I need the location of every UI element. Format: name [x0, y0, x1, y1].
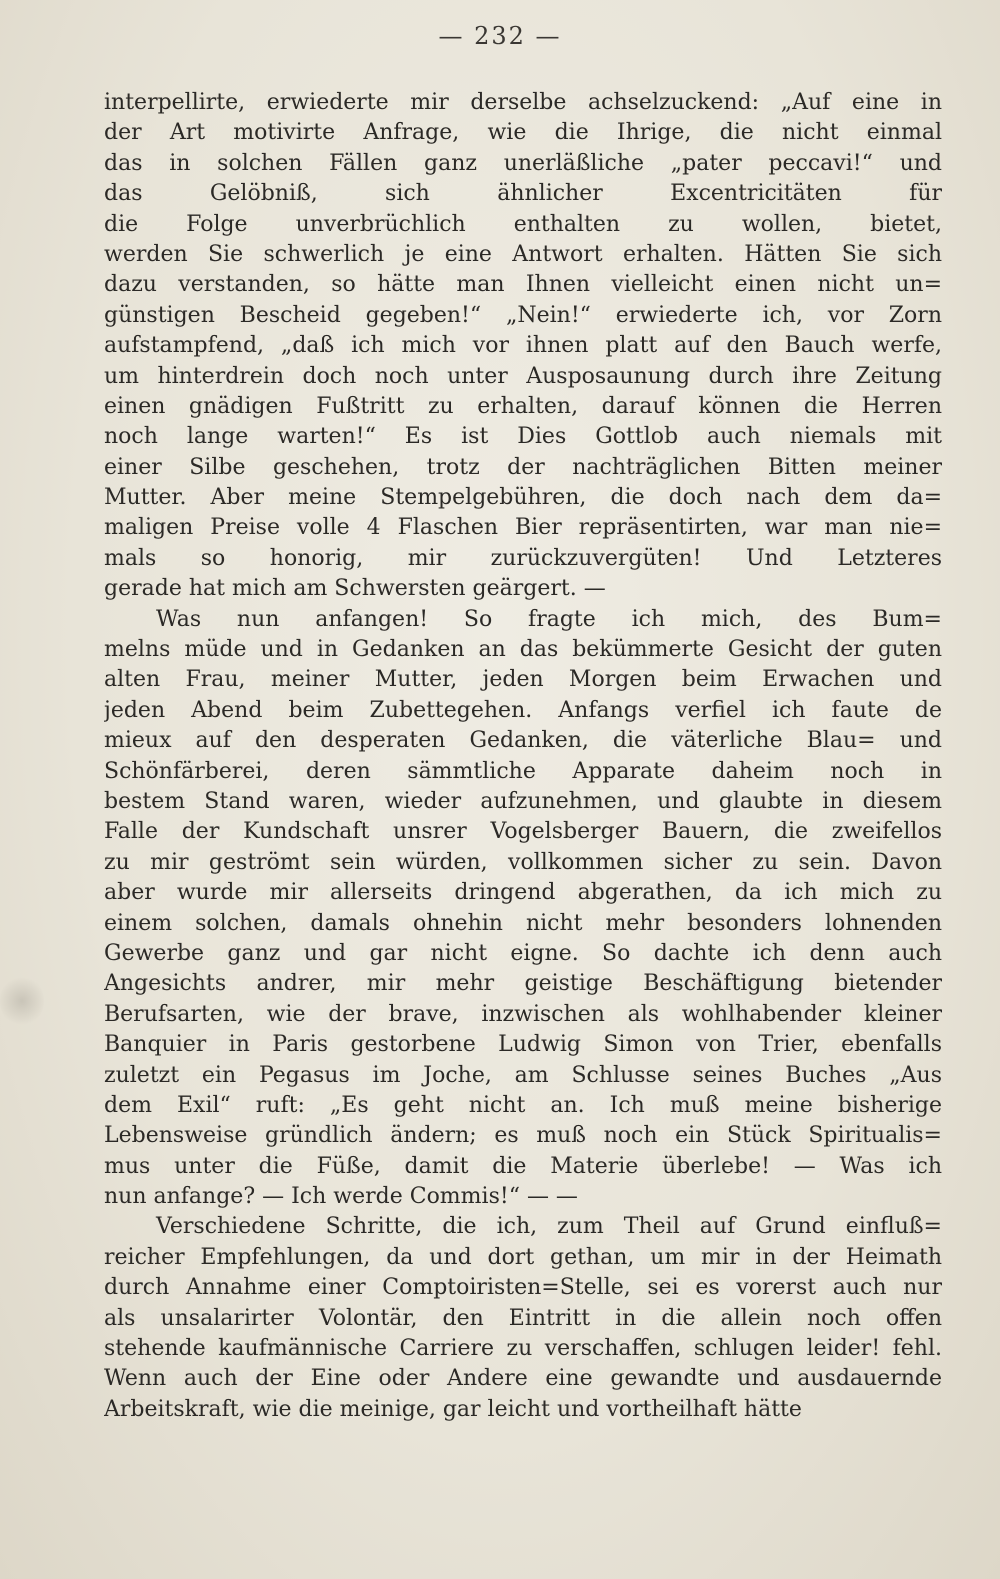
text-line: melns müde und in Gedanken an das bekümmerte Gesicht der guten [104, 637, 942, 663]
text-line: günstigen Bescheid gegeben!“ „Nein!“ erwiederte ich, vor Zorn [104, 302, 942, 328]
text-line: die Folge unverbrüchlich enthalten zu wollen, bietet, [104, 211, 942, 237]
text-line: mus unter die Füße, damit die Materie überlebe! — Was ich [104, 1153, 942, 1179]
text-line: alten Frau, meiner Mutter, jeden Morgen beim Erwachen und [104, 667, 942, 693]
text-line: maligen Preise volle 4 Flaschen Bier repräsentirten, war man nie= [104, 515, 942, 541]
text-line: Angesichts andrer, mir mehr geistige Beschäftigung bietender [104, 971, 942, 997]
text-line: Banquier in Paris gestorbene Ludwig Simon von Trier, ebenfalls [104, 1032, 942, 1058]
text-line: Berufsarten, wie der brave, inzwischen als wohlhabender kleiner [104, 1001, 942, 1027]
text-line: Schönfärberei, deren sämmtliche Apparate daheim noch in [104, 758, 942, 784]
text-line: Mutter. Aber meine Stempelgebühren, die doch nach dem da= [104, 485, 942, 511]
page-smudge [0, 975, 44, 1027]
text-line: mals so honorig, mir zurückzuvergüten! Und Letzteres [104, 545, 942, 571]
text-line: Wenn auch der Eine oder Andere eine gewandte und ausdauernde [104, 1366, 942, 1392]
text-line: noch lange warten!“ Es ist Dies Gottlob auch niemals mit [104, 424, 942, 450]
text-line: einer Silbe geschehen, trotz der nachträglichen Bitten meiner [104, 454, 942, 480]
text-line: Gewerbe ganz und gar nicht eigne. So dachte ich denn auch [104, 940, 942, 966]
text-line: Lebensweise gründlich ändern; es muß noch ein Stück Spiritualis= [104, 1123, 942, 1149]
text-line: das Gelöbniß, sich ähnlicher Excentricitäten für [104, 181, 942, 207]
text-line: einem solchen, damals ohnehin nicht mehr besonders lohnenden [104, 910, 942, 936]
text-line: aber wurde mir allerseits dringend abgerathen, da ich mich zu [104, 880, 942, 906]
text-line: Was nun anfangen! So fragte ich mich, des Bum= [156, 606, 942, 632]
text-line: zuletzt ein Pegasus im Joche, am Schlusse seines Buches „Aus [104, 1062, 942, 1088]
text-line: stehende kaufmännische Carriere zu verschaffen, schlugen leider! fehl. [104, 1336, 942, 1362]
text-line: werden Sie schwerlich je eine Antwort erhalten. Hätten Sie sich [104, 241, 942, 267]
page-number: — 232 — [438, 22, 562, 50]
text-line: bestem Stand waren, wieder aufzunehmen, und glaubte in diesem [104, 788, 942, 814]
text-line: der Art motivirte Anfrage, wie die Ihrige, die nicht einmal [104, 120, 942, 146]
text-line: das in solchen Fällen ganz unerläßliche „pater peccavi!“ und [104, 150, 942, 176]
text-line: gerade hat mich am Schwersten geärgert. — [104, 576, 606, 602]
text-line: Arbeitskraft, wie die meinige, gar leicht und vortheilhaft hätte [104, 1396, 802, 1422]
text-line: jeden Abend beim Zubettegehen. Anfangs verfiel ich faute de [104, 697, 942, 723]
text-line: aufstampfend, „daß ich mich vor ihnen platt auf den Bauch werfe, [104, 333, 942, 359]
text-line: dazu verstanden, so hätte man Ihnen vielleicht einen nicht un= [104, 272, 942, 298]
text-line: zu mir geströmt sein würden, vollkommen sicher zu sein. Davon [104, 849, 942, 875]
text-line: dem Exil“ ruft: „Es geht nicht an. Ich muß meine bisherige [104, 1092, 942, 1118]
text-line: durch Annahme einer Comptoiristen=Stelle, sei es vorerst auch nur [104, 1275, 942, 1301]
text-line: nun anfange? — Ich werde Commis!“ — — [104, 1184, 578, 1210]
text-line: mieux auf den desperaten Gedanken, die väterliche Blau= und [104, 728, 942, 754]
text-line: Verschiedene Schritte, die ich, zum Theil auf Grund einfluß= [156, 1214, 942, 1240]
text-line: reicher Empfehlungen, da und dort gethan, um mir in der Heimath [104, 1244, 942, 1270]
text-line: um hinterdrein doch noch unter Ausposaunung durch ihre Zeitung [104, 363, 942, 389]
text-line: interpellirte, erwiederte mir derselbe achselzuckend: „Auf eine in [104, 90, 942, 115]
text-line: Falle der Kundschaft unsrer Vogelsberger Bauern, die zweifellos [104, 819, 942, 845]
body-text [104, 88, 942, 1425]
text-line: als unsalarirter Volontär, den Eintritt in die allein noch offen [104, 1305, 942, 1331]
text-line: einen gnädigen Fußtritt zu erhalten, darauf können die Herren [104, 393, 942, 419]
